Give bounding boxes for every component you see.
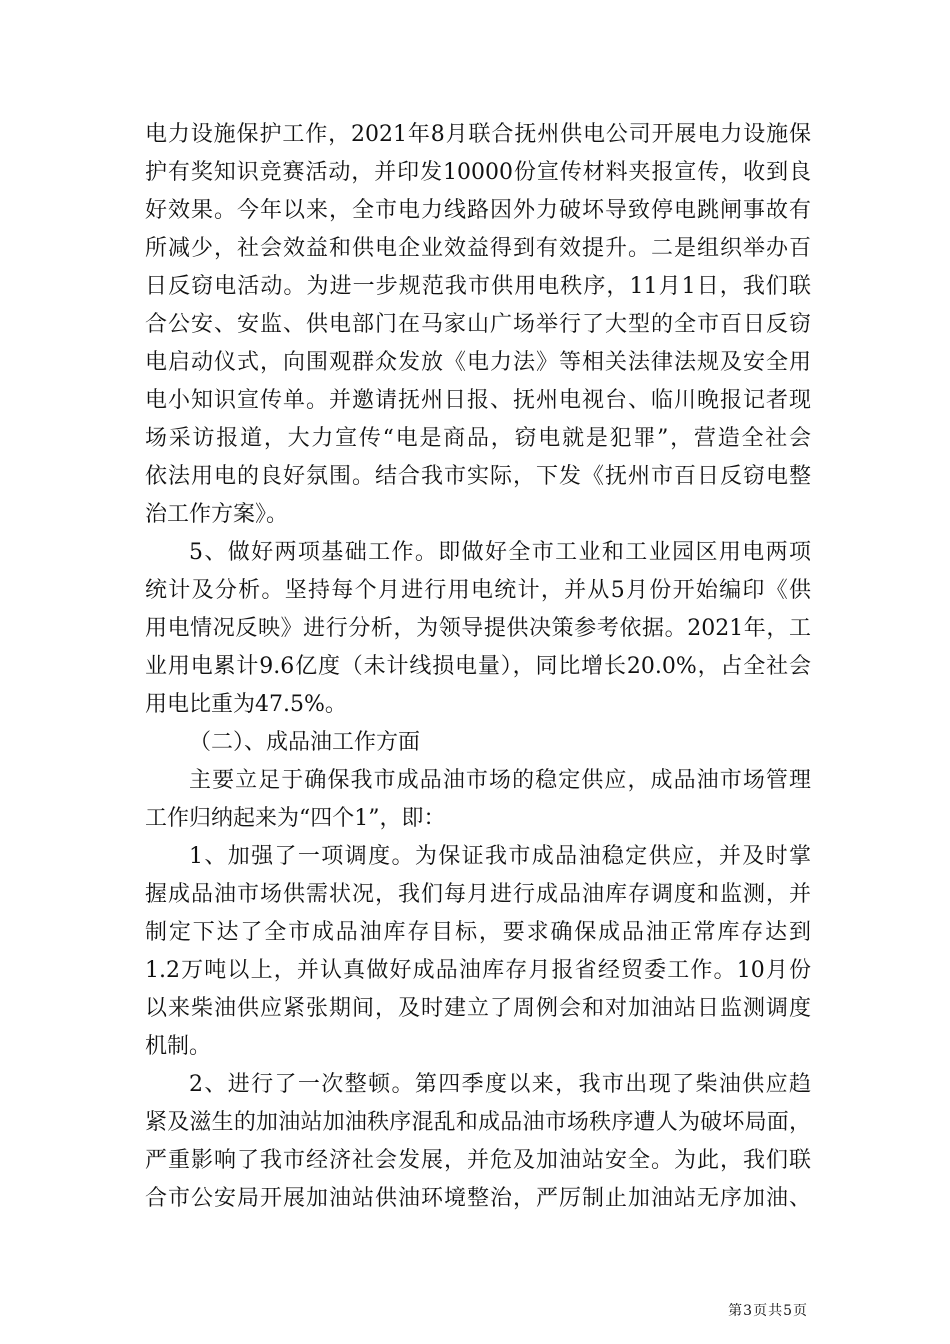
text-line: 用电情况反映》进行分析，为领导提供决策参考依据。2021年，工 <box>145 616 811 641</box>
text-line: 场采访报道，大力宣传“电是商品，窃电就是犯罪”，营造全社会 <box>145 426 811 451</box>
page-footer <box>728 1300 808 1322</box>
paragraph-rectification <box>145 1066 811 1218</box>
text-line: 握成品油市场供需状况，我们每月进行成品油库存调度和监测，并 <box>145 882 811 907</box>
text-line: 日反窃电活动。为进一步规范我市供用电秩序，11月1日，我们联 <box>145 274 811 299</box>
text-line: 所减少，社会效益和供电企业效益得到有效提升。二是组织举办百 <box>145 236 811 261</box>
heading-refined-oil: （二）、成品油工作方面 <box>189 730 421 755</box>
document-body <box>145 116 811 1218</box>
text-line: 用电比重为47.5%。 <box>145 692 347 717</box>
text-line: 1、加强了一项调度。为保证我市成品油稳定供应，并及时掌 <box>189 844 811 869</box>
paragraph-power-protection <box>145 116 811 534</box>
text-line: 合市公安局开展加油站供油环境整治，严厉制止加油站无序加油、 <box>145 1186 811 1211</box>
text-line: 工作归纳起来为“四个1”，即： <box>145 806 446 831</box>
text-line: 电力设施保护工作，2021年8月联合抚州供电公司开展电力设施保 <box>145 122 811 147</box>
text-line: 护有奖知识竞赛活动，并印发10000份宣传材料夹报宣传，收到良 <box>145 160 811 185</box>
text-line: 电小知识宣传单。并邀请抚州日报、抚州电视台、临川晚报记者现 <box>145 388 811 413</box>
text-line: 好效果。今年以来，全市电力线路因外力破坏导致停电跳闸事故有 <box>145 198 811 223</box>
text-line: 机制。 <box>145 1034 212 1059</box>
text-line: 治工作方案》。 <box>145 502 289 527</box>
text-line: 业用电累计9.6亿度（未计线损电量），同比增长20.0%，占全社会 <box>145 654 811 679</box>
text-line: 以来柴油供应紧张期间，及时建立了周例会和对加油站日监测调度 <box>145 996 811 1021</box>
text-line: 依法用电的良好氛围。结合我市实际，下发《抚州市百日反窃电整 <box>145 464 811 489</box>
text-line: 主要立足于确保我市成品油市场的稳定供应，成品油市场管理 <box>189 768 811 793</box>
text-line: 2、进行了一次整顿。第四季度以来，我市出现了柴油供应趋 <box>189 1072 811 1097</box>
text-line: 严重影响了我市经济社会发展，并危及加油站安全。为此，我们联 <box>145 1148 811 1173</box>
text-line: 1.2万吨以上，并认真做好成品油库存月报省经贸委工作。10月份 <box>145 958 811 983</box>
paragraph-dispatch <box>145 838 811 1066</box>
paragraph-basic-work <box>145 534 811 724</box>
text-line: 电启动仪式，向围观群众发放《电力法》等相关法律法规及安全用 <box>145 350 811 375</box>
text-line: 合公安、安监、供电部门在马家山广场举行了大型的全市百日反窃 <box>145 312 811 337</box>
section-heading <box>145 724 811 762</box>
text-line: 制定下达了全市成品油库存目标，要求确保成品油正常库存达到 <box>145 920 811 945</box>
paragraph-oil-intro <box>145 762 811 838</box>
text-line: 紧及滋生的加油站加油秩序混乱和成品油市场秩序遭人为破坏局面， <box>145 1110 811 1135</box>
text-line: 5、做好两项基础工作。即做好全市工业和工业园区用电两项 <box>189 540 811 565</box>
page-number: 第3页共5页 <box>728 1303 808 1319</box>
text-line: 统计及分析。坚持每个月进行用电统计，并从5月份开始编印《供 <box>145 578 811 603</box>
